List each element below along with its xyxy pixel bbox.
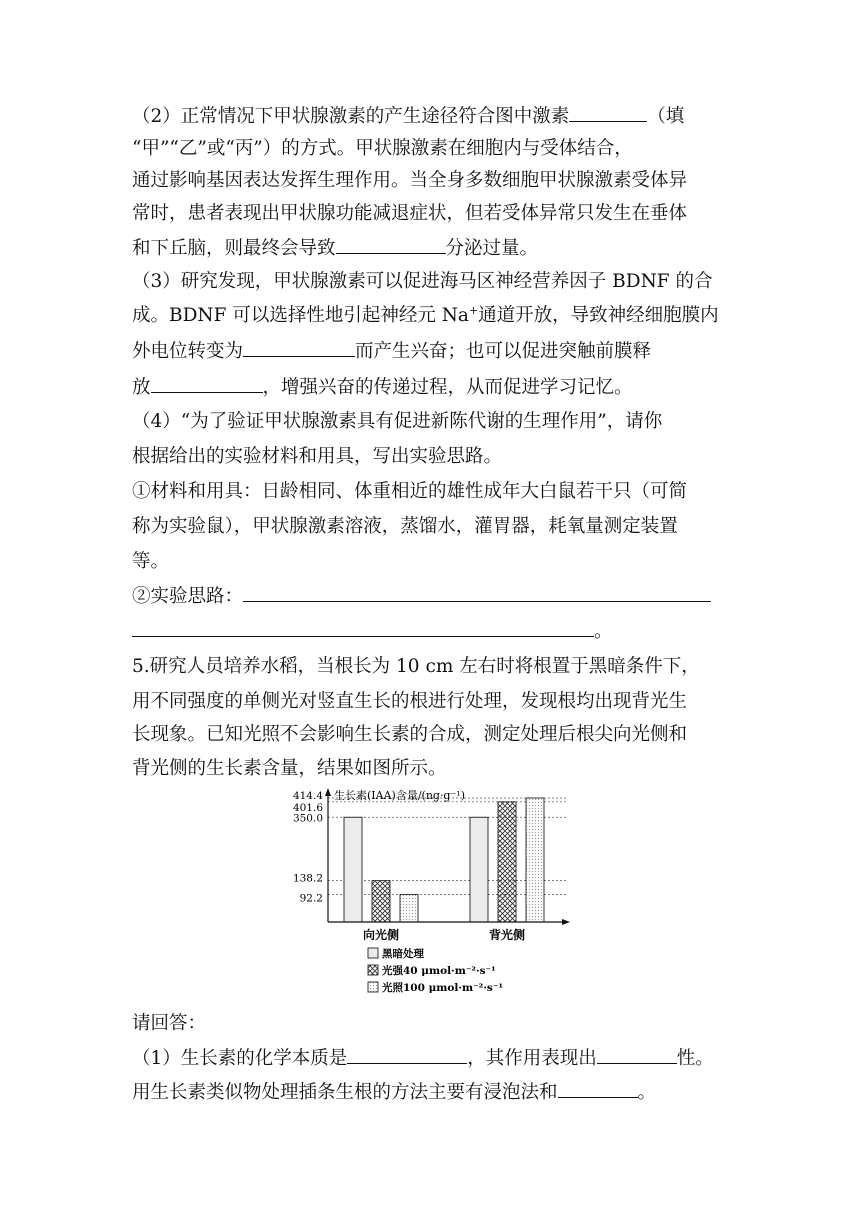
legend-swatch — [368, 982, 378, 992]
y-tick-label: 92.2 — [299, 892, 323, 905]
legend-label: 光照100 μmol·m⁻²·s⁻¹ — [382, 982, 503, 994]
answer-blank[interactable] — [558, 1077, 638, 1098]
q2-line-1 — [132, 101, 732, 132]
q5-line-4: 背光侧的生长素含量，结果如图所示。 — [132, 758, 447, 779]
q2-line-4: 常时，患者表现出甲状腺功能减退症状，但若受体异常只发生在垂体 — [132, 203, 688, 224]
bar — [344, 817, 362, 922]
answer-line-1 — [132, 1043, 732, 1074]
legend-swatch — [368, 965, 378, 975]
superscript-plus: + — [468, 303, 479, 317]
y-tick-label: 350.0 — [292, 812, 323, 825]
q4-line-6 — [132, 581, 732, 612]
answer-blank[interactable] — [132, 616, 594, 637]
q4-line-3: ①材料和用具：日龄相同、体重相近的雄性成年大白鼠若干只（可简 — [132, 481, 688, 502]
q3-text: 成。BDNF 可以选择性地引起神经元 Na — [132, 305, 469, 326]
bar — [372, 881, 390, 922]
answer-blank[interactable] — [336, 233, 446, 254]
q3-line-2 — [132, 300, 732, 331]
legend-label: 黑暗处理 — [382, 948, 424, 960]
q3-line-4 — [132, 372, 732, 403]
q3-text: 而产生兴奋；也可以促进突触前膜释 — [355, 341, 652, 362]
bar — [470, 817, 488, 922]
q4-text: ②实验思路： — [132, 586, 244, 607]
q2-text: （填 — [647, 106, 685, 127]
q5-line-2: 用不同强度的单侧光对竖直生长的根进行处理，发现根均出现背光生 — [132, 691, 688, 712]
answer-blank[interactable] — [347, 1043, 467, 1064]
x-category-label: 向光侧 — [362, 928, 400, 942]
y-tick-label: 401.6 — [292, 801, 323, 814]
answer-line-2 — [132, 1077, 732, 1108]
q4-line-1: （4）“为了验证甲状腺激素具有促进新陈代谢的生理作用”，请你 — [132, 411, 663, 432]
q4-line-4: 称为实验鼠），甲状腺激素溶液，蒸馏水，灌胃器，耗氧量测定装置 — [132, 516, 678, 537]
answer-blank[interactable] — [243, 581, 711, 602]
answer-text: ，其作用表现出 — [467, 1048, 597, 1069]
q4-text: 。 — [594, 621, 613, 642]
answer-text: 。 — [637, 1082, 657, 1103]
q2-text: 和下丘脑，则最终会导致 — [132, 238, 336, 259]
bar — [498, 802, 516, 922]
q2-line-2: “甲”“乙”或“丙”）的方式。甲状腺激素在细胞内与受体结合， — [132, 138, 633, 159]
q3-text: 通道开放，导致神经细胞膜内 — [478, 305, 719, 326]
answer-blank[interactable] — [243, 336, 355, 357]
y-axis-arrow — [325, 788, 331, 796]
legend-swatch — [368, 948, 378, 958]
q4-line-2: 根据给出的实验材料和用具，写出实验思路。 — [132, 446, 503, 467]
answer-text: （1）生长素的化学本质是 — [132, 1048, 348, 1069]
y-axis-label: 生长素(IAA)含量/(ng·g⁻¹) — [334, 789, 465, 802]
answer-prompt: 请回答： — [132, 1013, 207, 1034]
q3-text: 外电位转变为 — [132, 341, 244, 362]
q2-text: 分泌过量。 — [445, 238, 539, 259]
y-tick-label: 138.2 — [292, 872, 323, 885]
iaa-bar-chart — [270, 786, 590, 1000]
bar — [526, 798, 544, 922]
answer-blank[interactable] — [151, 372, 263, 393]
answer-blank[interactable] — [597, 1043, 677, 1064]
legend-label: 光强40 μmol·m⁻²·s⁻¹ — [382, 965, 496, 977]
x-axis-arrow — [562, 919, 570, 925]
q3-text: 放 — [132, 377, 151, 398]
bar — [400, 894, 418, 922]
q5-line-1: 5.研究人员培养水稻，当根长为 10 cm 左右时将根置于黑暗条件下， — [132, 656, 700, 677]
answer-text: 用生长素类似物处理插条生根的方法主要有浸泡法和 — [132, 1082, 558, 1103]
q3-line-3 — [132, 336, 732, 367]
q3-text: ，增强兴奋的传递过程，从而促进学习记忆。 — [262, 377, 633, 398]
q3-line-1: （3）研究发现，甲状腺激素可以促进海马区神经营养因子 BDNF 的合 — [132, 271, 713, 292]
y-tick-label: 414.4 — [292, 790, 323, 802]
q5-line-3: 长现象。已知光照不会影响生长素的合成，测定处理后根尖向光侧和 — [132, 724, 688, 745]
q4-line-7 — [132, 616, 732, 647]
q2-line-3: 通过影响基因表达发挥生理作用。当全身多数细胞甲状腺激素受体异 — [132, 170, 688, 191]
q4-line-5: 等。 — [132, 551, 170, 572]
q2-line-5 — [132, 233, 732, 264]
answer-blank[interactable] — [569, 101, 647, 122]
x-category-label: 背光侧 — [488, 928, 526, 942]
q2-text: （2）正常情况下甲状腺激素的产生途径符合图中激素 — [132, 106, 570, 127]
answer-text: 性。 — [676, 1048, 714, 1069]
